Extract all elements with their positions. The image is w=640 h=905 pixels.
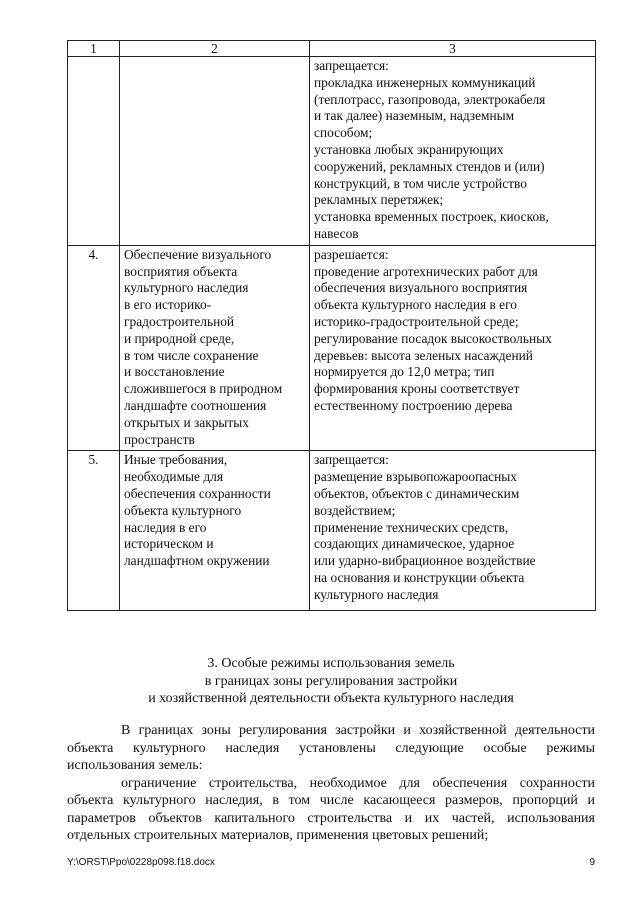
regime-line: естественному построению дерева [314, 397, 513, 413]
requirement-cell [120, 245, 310, 451]
regime-cell [310, 451, 596, 611]
regime-line: навесов [314, 225, 359, 241]
regime-line: историко-градостроительной среде; [314, 313, 519, 329]
page-number: 9 [589, 857, 595, 868]
requirement-line: ландшафте соотношения [124, 397, 267, 413]
paragraph-line: ограничение строительства, необходимое для обеспечения сохранности [121, 775, 595, 791]
requirement-line: ландшафтном окружении [124, 553, 270, 569]
requirement-line: историческом и [124, 536, 214, 552]
requirement-line: восприятия объекта [124, 263, 238, 279]
header-col-1: 1 [68, 41, 120, 57]
regime-line: культурного наследия [314, 586, 439, 602]
header-col-2: 2 [120, 41, 310, 57]
regime-line: объекта культурного наследия в его [314, 297, 517, 313]
regime-line: запрещается: [314, 58, 389, 73]
regime-line: формирования кроны соответствует [314, 381, 520, 397]
table-row [68, 57, 596, 246]
section-title-line: 3. Особые режимы использования земель [207, 656, 455, 671]
regime-line: регулирование посадок высокоствольных [314, 330, 552, 346]
regime-line: установка временных построек, киосков, [314, 209, 549, 225]
regime-cell [310, 245, 596, 451]
regime-line: прокладка инженерных коммуникаций [314, 74, 536, 90]
regime-line: рекламных перетяжек; [314, 192, 444, 208]
requirement-line: в его историко- [124, 297, 212, 313]
regime-line: обеспечения визуального восприятия [314, 280, 528, 296]
section-title-line: в границах зоны регулирования застройки [204, 673, 458, 689]
file-path: Y:\ORST\Ppo\0228p098.f18.docx [67, 857, 215, 868]
regime-line: создающих динамическое, ударное [314, 536, 515, 552]
regime-line: нормируется до 12,0 метра; тип [314, 364, 495, 380]
requirement-line: Обеспечение визуального [124, 246, 272, 262]
section-title-line: и хозяйственной деятельности объекта культурного наследия [148, 691, 514, 706]
requirement-line: обеспечения сохранности [124, 485, 271, 501]
regime-line: проведение агротехнических работ для [314, 263, 538, 279]
paragraph-line: В границах зоны регулирования застройки и хозяйственной деятельности [121, 723, 595, 738]
regime-line: (теплотрасс, газопровода, электрокабеля [314, 91, 546, 107]
regime-line: и так далее) наземным, надземным [314, 108, 515, 124]
regime-line: разрешается: [314, 246, 389, 262]
paragraph-line: использования земель: [67, 758, 203, 773]
body-paragraphs [67, 722, 595, 845]
regime-line: деревьев: высота зеленых насаждений [314, 347, 533, 363]
requirement-line: Иные требования, [124, 452, 228, 468]
requirement-line: и восстановление [124, 364, 225, 380]
requirement-line: наследия в его [124, 519, 207, 535]
row-number: 4. [88, 246, 99, 262]
table-row [68, 245, 596, 451]
section-title [67, 655, 595, 708]
regime-line: размещение взрывопожароопасных [314, 469, 517, 485]
header-col-3: 3 [310, 41, 596, 57]
table-header-row [68, 41, 596, 57]
row-number: 5. [88, 452, 99, 468]
requirement-line: открытых и закрытых [124, 414, 249, 430]
table-row [68, 451, 596, 611]
table-body [68, 57, 596, 611]
requirement-cell [120, 451, 310, 611]
regime-cell [310, 57, 596, 246]
row-number-cell [68, 451, 120, 611]
requirement-line: и природной среде, [124, 330, 235, 346]
paragraph-line: параметров объектов капитального строительства и их частей, использования [67, 810, 595, 826]
regime-line: сооружений, рекламных стендов и (или) [314, 158, 545, 174]
regime-line: запрещается: [314, 452, 389, 468]
regime-line: способом; [314, 125, 373, 141]
paragraph-line: объекта культурного наследия, в том числе касающееся размеров, пропорций и [67, 793, 595, 808]
requirement-line: культурного наследия [124, 280, 249, 296]
regime-line: установка любых экранирующих [314, 141, 504, 157]
requirement-line: объекта культурного [124, 502, 242, 518]
regime-line: объектов, объектов с динамическим [314, 485, 520, 501]
row-number-cell [68, 57, 120, 246]
paragraph-line: объекта культурного наследия установлены следующие особые режимы [67, 740, 595, 756]
regime-line: конструкций, в том числе устройство [314, 175, 527, 191]
paragraph-line: отдельных строительных материалов, применения цветовых решений; [67, 828, 489, 843]
requirement-line: в том числе сохранение [124, 347, 259, 363]
regime-line: на основания и конструкции объекта [314, 569, 525, 585]
regime-line: применение технических средств, [314, 519, 509, 535]
regime-line: или ударно-вибрационное воздействие [314, 553, 536, 569]
requirement-cell [120, 57, 310, 246]
row-number-cell [68, 245, 120, 451]
regime-table [67, 40, 596, 611]
requirement-line: сложившегося в природном [124, 381, 283, 397]
regime-line: воздействием; [314, 502, 396, 518]
requirement-line: градостроительной [124, 313, 235, 329]
requirement-line: необходимые для [124, 469, 223, 485]
requirement-line: пространств [124, 431, 195, 447]
